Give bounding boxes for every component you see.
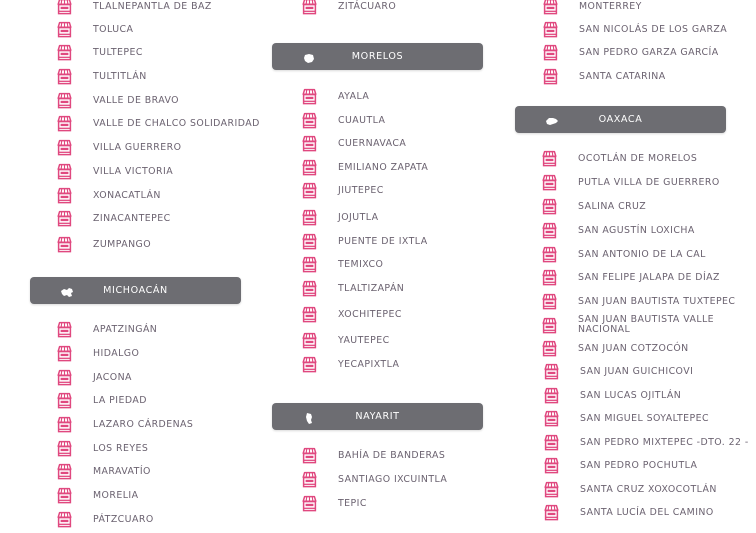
store-icon (543, 410, 560, 427)
branch-item-label: XOCHITEPEC (338, 308, 402, 320)
store-icon (301, 447, 318, 464)
store-icon (541, 340, 558, 357)
michoacan-map-icon (60, 285, 74, 296)
branch-item-label: MORELIA (93, 489, 139, 501)
branch-item-label: LAZARO CÁRDENAS (93, 418, 194, 430)
store-icon (542, 68, 559, 85)
branch-item-yautepec[interactable] (301, 331, 390, 349)
oaxaca-map-icon (545, 114, 559, 125)
branch-item-emiliano-zapata[interactable] (301, 158, 428, 176)
store-icon (301, 159, 318, 176)
store-icon (301, 233, 318, 250)
branch-item-label: TLALNEPANTLA DE BAZ (93, 0, 212, 12)
store-icon (301, 471, 318, 488)
branch-item-label: ZITÁCUARO (338, 0, 397, 12)
branch-item-monterrey[interactable] (542, 0, 642, 15)
branch-item-label: SANTA CATARINA (579, 70, 666, 82)
branch-item-lazaro-cardenas[interactable] (56, 415, 193, 433)
branch-item-label: SAN FELIPE JALAPA DE DÍAZ (578, 271, 720, 283)
branch-item-tlaltizapan[interactable] (301, 279, 404, 297)
branch-item-san-juan-bautista-tuxtepec[interactable] (541, 292, 735, 310)
branch-item-label: TEPIC (338, 497, 367, 509)
store-icon (56, 68, 73, 85)
branch-item-yecapixtla[interactable] (301, 355, 399, 373)
branch-item-label: VILLA GUERRERO (93, 141, 182, 153)
store-icon (56, 345, 73, 362)
branch-item-zumpango[interactable] (56, 235, 151, 253)
branch-item-patzcuaro[interactable] (56, 510, 154, 528)
branch-item-san-pedro-mixtepec-dto-22[interactable] (543, 433, 749, 451)
branch-item-label: PUTLA VILLA DE GUERRERO (578, 176, 720, 188)
branch-item-label: TULTEPEC (93, 46, 143, 58)
state-header-title: MORELOS (351, 51, 404, 62)
branch-item-label: EMILIANO ZAPATA (338, 161, 429, 173)
state-header-title: NAYARIT (355, 411, 400, 422)
branch-item-label: SAN NICOLÁS DE LOS GARZA (579, 23, 728, 35)
branch-item-maravatio[interactable] (56, 462, 151, 480)
store-icon (56, 392, 73, 409)
branch-item-label: SANTIAGO IXCUINTLA (338, 473, 448, 485)
store-icon (301, 0, 318, 15)
branch-item-puente-de-ixtla[interactable] (301, 232, 428, 250)
branch-item-zinacantepec[interactable] (56, 209, 171, 227)
branch-item-label: SAN LUCAS OJITLÁN (580, 389, 682, 401)
store-icon (301, 88, 318, 105)
branch-item-bahia-de-banderas[interactable] (301, 446, 445, 464)
branch-item-label: SAN AGUSTÍN LOXICHA (578, 224, 695, 236)
branch-item-label: TLALTIZAPÁN (338, 282, 405, 294)
branch-item-label: ZUMPANGO (93, 238, 152, 250)
branch-item-label: JOJUTLA (338, 211, 379, 223)
branch-item-label: VALLE DE BRAVO (93, 94, 180, 106)
branch-item-label: JACONA (93, 371, 132, 383)
store-icon (56, 115, 73, 132)
branch-item-valle-de-chalco-solidaridad[interactable] (56, 114, 260, 132)
branch-item-morelia[interactable] (56, 486, 138, 504)
branch-item-hidalgo[interactable] (56, 344, 139, 362)
branch-item-tlalnepantla-de-baz[interactable] (56, 0, 212, 15)
branch-item-label: LA PIEDAD (93, 394, 147, 406)
store-icon (301, 332, 318, 349)
store-icon (56, 187, 73, 204)
store-icon (541, 198, 558, 215)
branch-item-salina-cruz[interactable] (541, 197, 646, 215)
branch-item-label: VALLE DE CHALCO SOLIDARIDAD (93, 117, 260, 129)
branch-item-zitacuaro[interactable] (301, 0, 396, 15)
state-header-title: OAXACA (598, 114, 643, 125)
branch-item-san-juan-cotzocon[interactable] (541, 339, 689, 357)
branch-item-label: YECAPIXTLA (338, 358, 400, 370)
store-icon (301, 112, 318, 129)
branch-item-label: BAHÍA DE BANDERAS (338, 449, 446, 461)
store-icon (541, 293, 558, 310)
branch-item-label: SALINA CRUZ (578, 200, 647, 212)
store-icon (56, 321, 73, 338)
branch-item-santiago-ixcuintla[interactable] (301, 470, 447, 488)
branch-item-label: TOLUCA (93, 23, 134, 35)
branch-item-ocotlan-de-morelos[interactable] (541, 149, 697, 167)
store-icon (56, 487, 73, 504)
branch-item-san-juan-bautista-valle-nacional[interactable] (541, 314, 738, 336)
store-icon (56, 0, 73, 15)
branch-item-san-felipe-jalapa-de-diaz[interactable] (541, 268, 720, 286)
store-icon (56, 440, 73, 457)
store-icon (56, 92, 73, 109)
branch-item-label: SAN JUAN GUICHICOVI (580, 365, 694, 377)
branch-item-ayala[interactable] (301, 87, 369, 105)
branch-item-label: MONTERREY (579, 0, 642, 12)
branch-item-label: TULTITLÁN (93, 70, 147, 82)
store-icon (56, 44, 73, 61)
branch-item-label: TEMIXCO (338, 258, 384, 270)
store-icon (543, 387, 560, 404)
branch-item-santa-lucia-del-camino[interactable] (543, 503, 714, 521)
branch-item-san-antonio-de-la-cal[interactable] (541, 245, 706, 263)
branch-item-san-lucas-ojitlan[interactable] (543, 386, 681, 404)
branch-item-tultitlan[interactable] (56, 67, 147, 85)
branch-item-label: VILLA VICTORIA (93, 165, 174, 177)
branch-item-san-pedro-pochutla[interactable] (543, 456, 697, 474)
branch-item-label: CUAUTLA (338, 114, 386, 126)
store-icon (301, 306, 318, 323)
store-icon (541, 174, 558, 191)
branch-item-santa-cruz-xoxocotlan[interactable] (543, 480, 717, 498)
store-icon (543, 504, 560, 521)
store-icon (301, 135, 318, 152)
branch-item-san-miguel-soyaltepec[interactable] (543, 409, 709, 427)
store-icon (301, 495, 318, 512)
branch-item-xonacatlan[interactable] (56, 186, 161, 204)
store-icon (301, 209, 318, 226)
branch-item-label: SAN MIGUEL SOYALTEPEC (580, 412, 710, 424)
store-icon (543, 457, 560, 474)
branch-item-villa-guerrero[interactable] (56, 138, 181, 156)
branch-item-label: SANTA CRUZ XOXOCOTLÁN (580, 483, 717, 495)
branch-item-label: JIUTEPEC (338, 184, 384, 196)
store-icon (543, 434, 560, 451)
branch-item-label: SANTA LUCÍA DEL CAMINO (580, 506, 714, 518)
branch-item-los-reyes[interactable] (56, 439, 148, 457)
store-icon (56, 21, 73, 38)
branch-item-jiutepec[interactable] (301, 181, 384, 199)
branch-item-label: PUENTE DE IXTLA (338, 235, 428, 247)
branch-item-label: XONACATLÁN (93, 189, 161, 201)
branch-item-la-piedad[interactable] (56, 391, 147, 409)
branch-item-label: HIDALGO (93, 347, 140, 359)
branch-item-label: MARAVATÍO (93, 465, 151, 477)
state-header-michoacan[interactable] (30, 277, 241, 304)
branch-item-label: ZINACANTEPEC (93, 212, 171, 224)
store-icon (56, 210, 73, 227)
branch-item-label: PÁTZCUARO (93, 513, 154, 525)
store-icon (541, 269, 558, 286)
nayarit-map-icon (302, 411, 316, 422)
branch-item-jojutla[interactable] (301, 208, 379, 226)
store-icon (541, 150, 558, 167)
state-header-title: MICHOACÁN (103, 285, 168, 296)
branch-item-jacona[interactable] (56, 368, 132, 386)
branch-item-label: SAN JUAN COTZOCÓN (578, 342, 689, 354)
branch-item-xochitepec[interactable] (301, 305, 402, 323)
state-header-oaxaca[interactable] (515, 106, 726, 133)
store-icon (56, 163, 73, 180)
store-icon (541, 246, 558, 263)
store-icon (56, 236, 73, 253)
store-icon (301, 356, 318, 373)
store-icon (301, 280, 318, 297)
branch-item-temixco[interactable] (301, 255, 383, 273)
store-icon (543, 481, 560, 498)
branch-item-toluca[interactable] (56, 20, 133, 38)
store-icon (56, 463, 73, 480)
branch-item-tepic[interactable] (301, 494, 367, 512)
branch-item-san-pedro-garza-garcia[interactable] (542, 43, 719, 61)
branch-item-valle-de-bravo[interactable] (56, 91, 179, 109)
store-icon (543, 363, 560, 380)
branch-item-label: YAUTEPEC (338, 334, 390, 346)
branch-item-label: SAN PEDRO MIXTEPEC -DTO. 22 - (580, 436, 749, 448)
branch-item-label: SAN JUAN BAUTISTA TUXTEPEC (578, 295, 736, 307)
branch-item-label: SAN ANTONIO DE LA CAL (578, 248, 706, 260)
store-icon (541, 222, 558, 239)
store-icon (56, 369, 73, 386)
branch-item-san-juan-guichicovi[interactable] (543, 362, 693, 380)
branch-item-villa-victoria[interactable] (56, 162, 173, 180)
store-icon (301, 256, 318, 273)
branch-item-label: APATZINGÁN (93, 323, 158, 335)
store-icon (542, 21, 559, 38)
branch-item-label: OCOTLÁN DE MORELOS (578, 152, 698, 164)
branch-item-tultepec[interactable] (56, 43, 143, 61)
branch-item-label: SAN JUAN BAUTISTA VALLE NACIONAL (578, 314, 715, 335)
branch-item-san-nicolas-de-los-garza[interactable] (542, 20, 727, 38)
branch-item-label: LOS REYES (93, 442, 149, 454)
branch-item-apatzingan[interactable] (56, 320, 157, 338)
store-icon (56, 139, 73, 156)
branch-item-label: AYALA (338, 90, 370, 102)
branch-item-label: SAN PEDRO GARZA GARCÍA (579, 46, 719, 58)
branch-item-label: CUERNAVACA (338, 137, 407, 149)
store-icon (541, 317, 558, 334)
branch-item-cuautla[interactable] (301, 111, 385, 129)
morelos-map-icon (302, 51, 316, 62)
store-icon (542, 0, 559, 15)
branch-item-san-agustin-loxicha[interactable] (541, 221, 695, 239)
branch-item-cuernavaca[interactable] (301, 134, 406, 152)
store-icon (56, 416, 73, 433)
branch-item-santa-catarina[interactable] (542, 67, 666, 85)
branch-item-putla-villa-de-guerrero[interactable] (541, 173, 720, 191)
store-icon (542, 44, 559, 61)
store-icon (301, 182, 318, 199)
state-header-nayarit[interactable] (272, 403, 483, 430)
branch-item-label: SAN PEDRO POCHUTLA (580, 459, 698, 471)
state-header-morelos[interactable] (272, 43, 483, 70)
store-icon (56, 511, 73, 528)
